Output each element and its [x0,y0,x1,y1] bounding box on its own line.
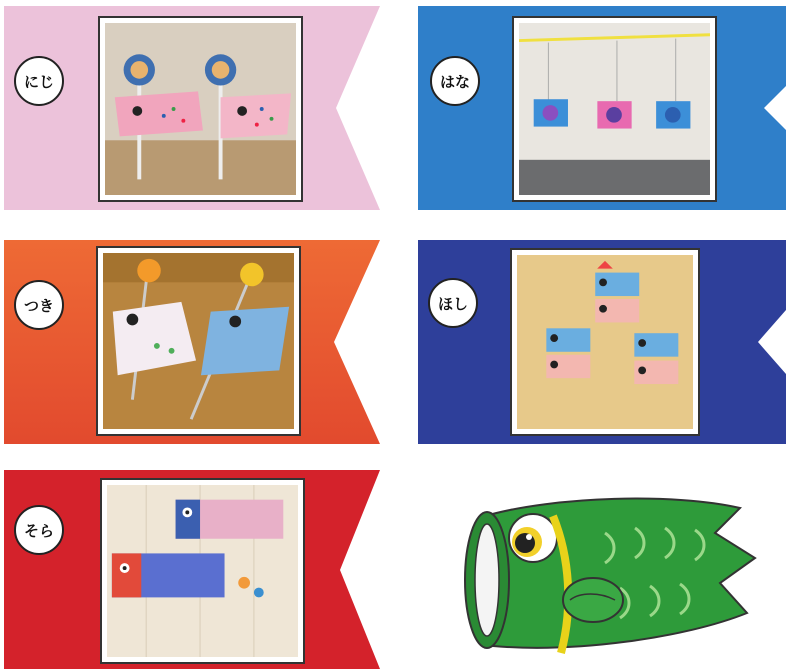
photo-hoshi [510,248,700,436]
banner-hoshi [418,240,786,444]
banner-sora [4,470,380,669]
banner-niji [4,6,380,210]
photo-koinobori-wall [517,255,693,429]
photo-koinobori-suns [103,253,294,429]
class-label-hoshi: ほし [428,278,478,328]
photo-tsuki [96,246,301,436]
class-label-niji: にじ [14,56,64,106]
photo-koinobori-sticks [105,23,296,195]
photo-hana [512,16,717,202]
photo-niji [98,16,303,202]
class-label-tsuki: つき [14,280,64,330]
class-label-sora: そら [14,505,64,555]
class-label-hana: はな [430,56,480,106]
photo-koinobori-ceiling [519,23,710,195]
banner-hana [418,6,786,210]
banner-tsuki [4,240,380,444]
photo-sora [100,478,305,664]
photo-koinobori-display [107,485,298,657]
koinobori-carp-icon [455,488,765,668]
